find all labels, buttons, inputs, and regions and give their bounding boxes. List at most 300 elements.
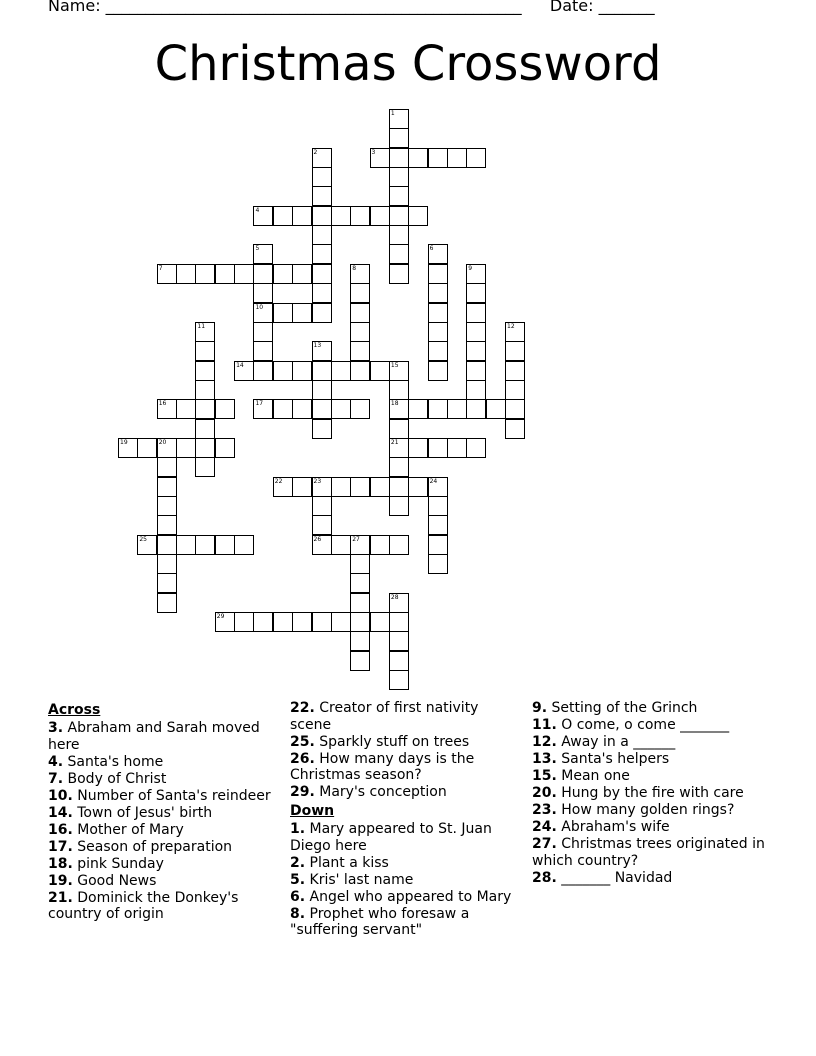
crossword-cell[interactable] — [234, 535, 254, 555]
clue-num: 1. — [290, 821, 306, 837]
crossword-cell[interactable] — [428, 535, 448, 555]
crossword-cell[interactable] — [195, 438, 215, 458]
crossword-cell[interactable] — [466, 322, 486, 342]
clue-text: Town of Jesus' birth — [72, 804, 213, 821]
down-heading: Down — [290, 803, 335, 819]
clue-number: 7 — [158, 264, 163, 272]
crossword-cell[interactable] — [428, 496, 448, 516]
clue-number: 1 — [390, 110, 395, 117]
crossword-cell[interactable] — [389, 225, 409, 245]
crossword-cell[interactable] — [389, 438, 409, 458]
clue-number: 17 — [255, 400, 264, 408]
crossword-cell[interactable] — [234, 264, 254, 284]
clue-num: 6. — [290, 888, 306, 905]
crossword-cell[interactable] — [312, 515, 332, 535]
clue-num: 20. — [532, 785, 557, 801]
crossword-cell[interactable] — [234, 361, 254, 381]
crossword-cell[interactable] — [350, 264, 370, 284]
crossword-cell[interactable] — [350, 341, 370, 361]
clue-item — [290, 734, 520, 751]
crossword-cell[interactable] — [195, 341, 215, 361]
clues-column-3 — [532, 700, 772, 887]
clue-number: 20 — [158, 438, 167, 446]
crossword-cell[interactable] — [215, 399, 235, 419]
crossword-cell[interactable] — [195, 322, 215, 342]
crossword-cell[interactable] — [389, 128, 409, 148]
crossword-cell[interactable] — [389, 244, 409, 264]
crossword-cell[interactable] — [292, 206, 312, 226]
crossword-cell[interactable] — [350, 206, 370, 226]
crossword-cell[interactable] — [370, 206, 390, 226]
crossword-cell[interactable] — [331, 399, 351, 419]
clue-number: 21 — [390, 438, 399, 446]
clue-item — [290, 821, 520, 854]
clue-item — [532, 717, 772, 734]
crossword-cell[interactable] — [292, 264, 312, 284]
crossword-cell[interactable] — [331, 206, 351, 226]
crossword-cell[interactable] — [273, 612, 293, 632]
clue-text: Hung by the fire with care — [556, 785, 744, 801]
crossword-cell[interactable] — [253, 612, 273, 632]
clue-num: 24. — [532, 819, 557, 835]
crossword-cell[interactable] — [253, 206, 273, 226]
crossword-cell[interactable] — [408, 438, 428, 458]
crossword-cell[interactable] — [312, 283, 332, 303]
crossword-cell[interactable] — [466, 361, 486, 381]
clue-text: Abraham and Sarah moved here — [48, 720, 260, 753]
crossword-cell[interactable] — [389, 109, 409, 129]
clue-item — [48, 822, 278, 839]
clue-number: 5 — [255, 245, 260, 253]
clue-number: 13 — [313, 342, 322, 350]
clue-num: 4. — [48, 753, 64, 770]
clue-num: 22. — [290, 700, 315, 716]
clue-num: 12. — [532, 734, 557, 750]
crossword-cell[interactable] — [350, 303, 370, 323]
clue-item — [48, 754, 278, 771]
crossword-cell[interactable] — [312, 206, 332, 226]
clue-num: 3. — [48, 720, 64, 736]
crossword-cell[interactable] — [312, 380, 332, 400]
crossword-cell[interactable] — [215, 438, 235, 458]
clue-number: 25 — [139, 535, 147, 543]
crossword-cell[interactable] — [428, 341, 448, 361]
clue-number: 9 — [468, 264, 473, 272]
clue-text: Good News — [72, 872, 157, 889]
crossword-cell[interactable] — [137, 438, 157, 458]
crossword-cell[interactable] — [195, 361, 215, 381]
crossword-cell[interactable] — [157, 477, 177, 497]
crossword-cell[interactable] — [176, 264, 196, 284]
clue-number: 2 — [313, 148, 318, 156]
clue-number: 27 — [352, 535, 360, 543]
crossword-cell[interactable] — [157, 496, 177, 516]
clue-item — [290, 700, 520, 733]
clue-num: 2. — [290, 854, 306, 871]
crossword-cell[interactable] — [389, 186, 409, 206]
crossword-cell[interactable] — [370, 361, 390, 381]
clue-num: 29. — [290, 784, 315, 800]
crossword-cell[interactable] — [428, 554, 448, 574]
crossword-cell[interactable] — [292, 303, 312, 323]
crossword-cell[interactable] — [350, 283, 370, 303]
clue-num: 9. — [532, 700, 548, 716]
clue-num: 10. — [48, 787, 73, 804]
crossword-cell[interactable] — [350, 399, 370, 419]
crossword-cell[interactable] — [389, 612, 409, 632]
crossword-cell[interactable] — [312, 419, 332, 439]
crossword-cell[interactable] — [350, 477, 370, 497]
crossword-cell[interactable] — [157, 593, 177, 613]
crossword-cell[interactable] — [389, 148, 409, 168]
crossword-cell[interactable] — [370, 148, 390, 168]
clue-item — [532, 751, 772, 768]
crossword-cell[interactable] — [176, 438, 196, 458]
crossword-cell[interactable] — [505, 399, 525, 419]
crossword-cell[interactable] — [408, 148, 428, 168]
clue-num: 14. — [48, 804, 73, 821]
crossword-cell[interactable] — [447, 438, 467, 458]
crossword-cell[interactable] — [253, 361, 273, 381]
crossword-cell[interactable] — [312, 612, 332, 632]
crossword-cell[interactable] — [447, 399, 467, 419]
crossword-cell[interactable] — [312, 225, 332, 245]
crossword-cell[interactable] — [253, 322, 273, 342]
clue-number: 8 — [352, 264, 357, 272]
crossword-cell[interactable] — [389, 206, 409, 226]
clue-item — [532, 785, 772, 802]
crossword-cell[interactable] — [195, 419, 215, 439]
crossword-cell[interactable] — [331, 477, 351, 497]
clue-number: 18 — [390, 400, 399, 408]
crossword-cell[interactable] — [215, 535, 235, 555]
crossword-cell[interactable] — [350, 361, 370, 381]
crossword-cell[interactable] — [466, 380, 486, 400]
crossword-cell[interactable] — [350, 554, 370, 574]
clue-text: _______ Navidad — [556, 869, 673, 886]
crossword-cell[interactable] — [350, 631, 370, 651]
crossword-cell[interactable] — [157, 554, 177, 574]
clue-number: 16 — [158, 400, 167, 408]
clue-num: 5. — [290, 871, 306, 888]
crossword-cell[interactable] — [428, 148, 448, 168]
clue-text: How many days is the Christmas season? — [290, 750, 475, 783]
clue-number: 22 — [274, 477, 283, 485]
crossword-cell[interactable] — [428, 303, 448, 323]
crossword-cell[interactable] — [273, 399, 293, 419]
crossword-cell[interactable] — [466, 341, 486, 361]
crossword-cell[interactable] — [312, 303, 332, 323]
crossword-cell[interactable] — [331, 612, 351, 632]
clue-item — [532, 870, 772, 887]
clue-item — [48, 839, 278, 856]
clue-number: 10 — [255, 303, 264, 311]
clue-number: 11 — [197, 322, 206, 330]
clue-number: 4 — [255, 206, 260, 214]
clue-item — [290, 906, 520, 939]
clue-item — [48, 720, 278, 753]
clue-item — [532, 819, 772, 836]
crossword-cell[interactable] — [137, 535, 157, 555]
crossword-cell[interactable] — [253, 244, 273, 264]
crossword-cell[interactable] — [505, 361, 525, 381]
crossword-cell[interactable] — [157, 535, 177, 555]
crossword-cell[interactable] — [195, 399, 215, 419]
clue-number: 23 — [313, 477, 322, 485]
clue-text: Abraham's wife — [556, 819, 670, 835]
clue-item — [290, 855, 520, 872]
clue-num: 11. — [532, 717, 557, 733]
clue-num: 28. — [532, 869, 557, 886]
crossword-cell[interactable] — [389, 631, 409, 651]
crossword-cell[interactable] — [292, 477, 312, 497]
crossword-cell[interactable] — [428, 477, 448, 497]
clue-text: Body of Christ — [63, 770, 167, 787]
crossword-cell[interactable] — [350, 651, 370, 671]
crossword-cell[interactable] — [195, 380, 215, 400]
clue-num: 25. — [290, 733, 315, 750]
clue-text: Mean one — [556, 768, 630, 784]
crossword-cell[interactable] — [195, 535, 215, 555]
clue-num: 27. — [532, 836, 557, 852]
crossword-cell[interactable] — [312, 535, 332, 555]
clue-number: 26 — [313, 535, 322, 543]
crossword-cell[interactable] — [273, 477, 293, 497]
page-title: Christmas Crossword — [154, 36, 662, 92]
crossword-cell[interactable] — [118, 438, 138, 458]
crossword-cell[interactable] — [292, 612, 312, 632]
crossword-cell[interactable] — [389, 477, 409, 497]
crossword-cell[interactable] — [157, 399, 177, 419]
crossword-cell[interactable] — [428, 264, 448, 284]
crossword-cell[interactable] — [253, 341, 273, 361]
crossword-cell[interactable] — [292, 399, 312, 419]
crossword-cell[interactable] — [389, 167, 409, 187]
across-heading: Across — [48, 702, 101, 718]
clue-num: 16. — [48, 821, 73, 838]
clue-text: Kris' last name — [305, 871, 414, 888]
crossword-cell[interactable] — [312, 341, 332, 361]
crossword-cell[interactable] — [157, 264, 177, 284]
clue-text: Mother of Mary — [72, 821, 184, 838]
clue-num: 15. — [532, 768, 557, 784]
crossword-cell[interactable] — [428, 399, 448, 419]
clue-item — [48, 788, 278, 805]
crossword-cell[interactable] — [157, 438, 177, 458]
name-field[interactable]: Name: ____________________________________________________ — [48, 0, 522, 15]
crossword-cell[interactable] — [370, 612, 390, 632]
down-clue-list-continued — [532, 700, 772, 886]
crossword-cell[interactable] — [408, 206, 428, 226]
crossword-cell[interactable] — [486, 399, 506, 419]
crossword-cell[interactable] — [505, 341, 525, 361]
clue-text: Sparkly stuff on trees — [314, 733, 470, 750]
crossword-cell[interactable] — [312, 148, 332, 168]
clue-text: Setting of the Grinch — [547, 700, 698, 716]
clue-number: 28 — [390, 593, 399, 601]
date-field[interactable]: Date: _______ — [549, 0, 655, 15]
clue-number: 19 — [120, 438, 128, 446]
crossword-cell[interactable] — [350, 573, 370, 593]
clue-item — [48, 873, 278, 890]
clue-text: Dominick the Donkey's country of origin — [48, 889, 239, 922]
crossword-cell[interactable] — [350, 612, 370, 632]
clue-number: 15 — [390, 361, 399, 369]
clue-number: 14 — [236, 361, 244, 369]
crossword-cell[interactable] — [350, 535, 370, 555]
crossword-cell[interactable] — [176, 399, 196, 419]
crossword-cell[interactable] — [273, 303, 293, 323]
clue-item — [532, 734, 772, 751]
clue-num: 17. — [48, 838, 73, 855]
crossword-cell[interactable] — [389, 399, 409, 419]
clue-text: Creator of first nativity scene — [290, 700, 479, 733]
crossword-cell[interactable] — [157, 573, 177, 593]
crossword-cell[interactable] — [312, 361, 332, 381]
crossword-cell[interactable] — [389, 457, 409, 477]
crossword-cell[interactable] — [447, 148, 467, 168]
clue-text: Prophet who foresaw a "suffering servant" — [290, 905, 470, 938]
crossword-cell[interactable] — [292, 361, 312, 381]
clue-text: Plant a kiss — [305, 854, 389, 871]
crossword-cell[interactable] — [428, 283, 448, 303]
crossword-cell[interactable] — [370, 535, 390, 555]
crossword-cell[interactable] — [466, 283, 486, 303]
crossword-cell[interactable] — [215, 264, 235, 284]
clue-item — [290, 751, 520, 784]
crossword-cell[interactable] — [350, 593, 370, 613]
clue-num: 8. — [290, 905, 306, 922]
crossword-cell[interactable] — [389, 535, 409, 555]
crossword-cell[interactable] — [253, 264, 273, 284]
crossword-cell[interactable] — [466, 264, 486, 284]
crossword-cell[interactable] — [505, 380, 525, 400]
clue-num: 13. — [532, 751, 557, 767]
crossword-cell[interactable] — [273, 361, 293, 381]
crossword-cell[interactable] — [195, 264, 215, 284]
crossword-cell[interactable] — [505, 419, 525, 439]
clue-num: 7. — [48, 770, 64, 787]
crossword-cell[interactable] — [370, 477, 390, 497]
crossword-cell[interactable] — [428, 438, 448, 458]
across-clue-list — [48, 720, 278, 923]
crossword-cell[interactable] — [253, 303, 273, 323]
clue-number: 29 — [216, 613, 225, 621]
crossword-cell[interactable] — [428, 361, 448, 381]
name-date-header — [48, 0, 655, 15]
clue-item — [48, 856, 278, 873]
crossword-cell[interactable] — [389, 380, 409, 400]
clue-item — [48, 771, 278, 788]
clue-text: pink Sunday — [72, 855, 164, 872]
crossword-cell[interactable] — [312, 244, 332, 264]
crossword-cell[interactable] — [428, 244, 448, 264]
crossword-cell[interactable] — [466, 303, 486, 323]
clue-text: How many golden rings? — [556, 802, 735, 818]
clue-text: O come, o come _______ — [556, 717, 730, 733]
clue-number: 3 — [371, 148, 376, 156]
crossword-cell[interactable] — [408, 477, 428, 497]
crossword-cell[interactable] — [312, 186, 332, 206]
crossword-cell[interactable] — [312, 264, 332, 284]
crossword-cell[interactable] — [408, 399, 428, 419]
crossword-cell[interactable] — [157, 515, 177, 535]
crossword-cell[interactable] — [331, 535, 351, 555]
crossword-cell[interactable] — [312, 496, 332, 516]
clue-text: Santa's helpers — [556, 751, 670, 767]
crossword-cell[interactable] — [428, 322, 448, 342]
crossword-cell[interactable] — [273, 206, 293, 226]
crossword-cell[interactable] — [389, 593, 409, 613]
crossword-cell[interactable] — [253, 399, 273, 419]
clue-text: Mary appeared to St. Juan Diego here — [290, 821, 492, 854]
crossword-cell[interactable] — [312, 399, 332, 419]
clues-column-1 — [48, 700, 278, 923]
clue-num: 21. — [48, 889, 73, 906]
clue-text: Number of Santa's reindeer — [72, 787, 271, 804]
clue-item — [290, 872, 520, 889]
clue-item — [532, 700, 772, 717]
clue-text: Away in a ______ — [556, 734, 676, 750]
crossword-cell[interactable] — [176, 535, 196, 555]
crossword-cell[interactable] — [195, 457, 215, 477]
crossword-cell[interactable] — [273, 264, 293, 284]
clues-column-2 — [290, 700, 520, 939]
clue-text: Christmas trees originated in which country? — [532, 836, 765, 869]
clue-num: 26. — [290, 750, 315, 767]
crossword-cell[interactable] — [350, 322, 370, 342]
crossword-cell[interactable] — [312, 477, 332, 497]
crossword-cell[interactable] — [505, 322, 525, 342]
crossword-cell[interactable] — [215, 612, 235, 632]
crossword-cell[interactable] — [157, 457, 177, 477]
across-clue-list-continued — [290, 700, 520, 801]
crossword-cell[interactable] — [389, 419, 409, 439]
crossword-cell[interactable] — [312, 167, 332, 187]
clue-text: Angel who appeared to Mary — [305, 888, 512, 905]
clue-number: 12 — [507, 322, 515, 330]
crossword-cell[interactable] — [466, 399, 486, 419]
crossword-cell[interactable] — [428, 515, 448, 535]
clue-item — [290, 889, 520, 906]
clue-num: 23. — [532, 802, 557, 818]
clue-num: 18. — [48, 855, 73, 872]
crossword-cell[interactable] — [389, 670, 409, 690]
clue-text: Mary's conception — [314, 784, 447, 800]
crossword-cell[interactable] — [466, 438, 486, 458]
clue-number: 6 — [429, 245, 434, 253]
clue-item — [532, 802, 772, 819]
crossword-cell[interactable] — [389, 496, 409, 516]
clue-item — [532, 836, 772, 869]
clue-item — [48, 805, 278, 822]
crossword-cell[interactable] — [331, 361, 351, 381]
clue-text: Season of preparation — [72, 838, 233, 855]
crossword-cell[interactable] — [253, 283, 273, 303]
clue-item — [532, 768, 772, 785]
crossword-cell[interactable] — [234, 612, 254, 632]
crossword-cell[interactable] — [466, 148, 486, 168]
clue-item — [48, 890, 278, 923]
crossword-cell[interactable] — [389, 651, 409, 671]
clue-item — [290, 784, 520, 801]
clue-text: Santa's home — [63, 753, 164, 770]
crossword-cell[interactable] — [389, 361, 409, 381]
down-clue-list — [290, 821, 520, 939]
clue-number: 24 — [429, 477, 438, 485]
crossword-cell[interactable] — [389, 264, 409, 284]
clue-num: 19. — [48, 872, 73, 889]
